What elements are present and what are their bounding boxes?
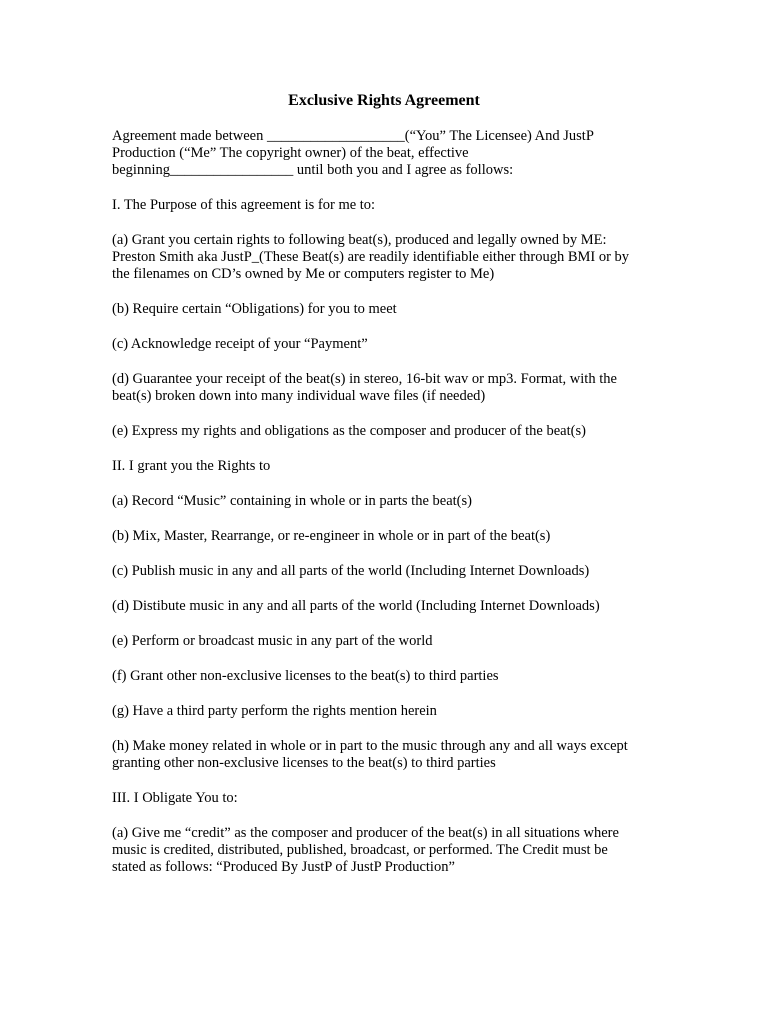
document-paragraph bbox=[112, 232, 672, 283]
document-body bbox=[112, 128, 672, 894]
paragraph-line: (f) Grant other non-exclusive licenses to the beat(s) to third parties bbox=[112, 668, 499, 684]
paragraph-line: the filenames on CD’s owned by Me or computers register to Me) bbox=[112, 266, 495, 282]
document-paragraph bbox=[112, 825, 672, 876]
document-paragraph bbox=[112, 738, 672, 772]
paragraph-line: stated as follows: “Produced By JustP of JustP Production” bbox=[112, 859, 455, 875]
document-paragraph bbox=[112, 458, 672, 475]
document-paragraph bbox=[112, 336, 672, 353]
paragraph-line: (a) Grant you certain rights to following beat(s), produced and legally owned by ME: bbox=[112, 232, 607, 248]
paragraph-line: II. I grant you the Rights to bbox=[112, 458, 271, 474]
document-paragraph bbox=[112, 128, 672, 179]
paragraph-line: (e) Perform or broadcast music in any part of the world bbox=[112, 633, 433, 649]
document-paragraph bbox=[112, 493, 672, 510]
document-paragraph bbox=[112, 563, 672, 580]
paragraph-line: (h) Make money related in whole or in part to the music through any and all ways except bbox=[112, 738, 628, 754]
paragraph-line: (d) Distibute music in any and all parts of the world (Including Internet Downloads) bbox=[112, 598, 600, 614]
document-paragraph bbox=[112, 197, 672, 214]
paragraph-line: Agreement made between ___________________(“You” The Licensee) And JustP bbox=[112, 128, 594, 144]
document-paragraph bbox=[112, 633, 672, 650]
document-paragraph bbox=[112, 301, 672, 318]
paragraph-line: (b) Mix, Master, Rearrange, or re-engineer in whole or in part of the beat(s) bbox=[112, 528, 551, 544]
paragraph-line: (g) Have a third party perform the rights mention herein bbox=[112, 703, 437, 719]
document-paragraph bbox=[112, 371, 672, 405]
paragraph-line: (d) Guarantee your receipt of the beat(s) in stereo, 16-bit wav or mp3. Format, with the bbox=[112, 371, 617, 387]
document-paragraph bbox=[112, 703, 672, 720]
paragraph-line: beginning_________________ until both you and I agree as follows: bbox=[112, 162, 514, 178]
paragraph-line: (a) Record “Music” containing in whole or in parts the beat(s) bbox=[112, 493, 472, 509]
paragraph-line: beat(s) broken down into many individual wave files (if needed) bbox=[112, 388, 486, 404]
paragraph-line: (e) Express my rights and obligations as the composer and producer of the beat(s) bbox=[112, 423, 586, 439]
paragraph-line: Production (“Me” The copyright owner) of the beat, effective bbox=[112, 145, 469, 161]
document-paragraph bbox=[112, 790, 672, 807]
paragraph-line: III. I Obligate You to: bbox=[112, 790, 238, 806]
paragraph-line: (b) Require certain “Obligations) for you to meet bbox=[112, 301, 397, 317]
document-paragraph bbox=[112, 528, 672, 545]
paragraph-line: music is credited, distributed, published, broadcast, or performed. The Credit must be bbox=[112, 842, 608, 858]
document-paragraph bbox=[112, 423, 672, 440]
document-title: Exclusive Rights Agreement bbox=[288, 92, 480, 109]
paragraph-line: granting other non-exclusive licenses to the beat(s) to third parties bbox=[112, 755, 496, 771]
paragraph-line: (a) Give me “credit” as the composer and producer of the beat(s) in all situations where bbox=[112, 825, 619, 841]
paragraph-line: (c) Publish music in any and all parts of the world (Including Internet Downloads) bbox=[112, 563, 590, 579]
document-paragraph bbox=[112, 598, 672, 615]
paragraph-line: (c) Acknowledge receipt of your “Payment” bbox=[112, 336, 368, 352]
paragraph-line: I. The Purpose of this agreement is for me to: bbox=[112, 197, 376, 213]
paragraph-line: Preston Smith aka JustP_(These Beat(s) are readily identifiable either through BMI or by bbox=[112, 249, 630, 265]
document-paragraph bbox=[112, 668, 672, 685]
